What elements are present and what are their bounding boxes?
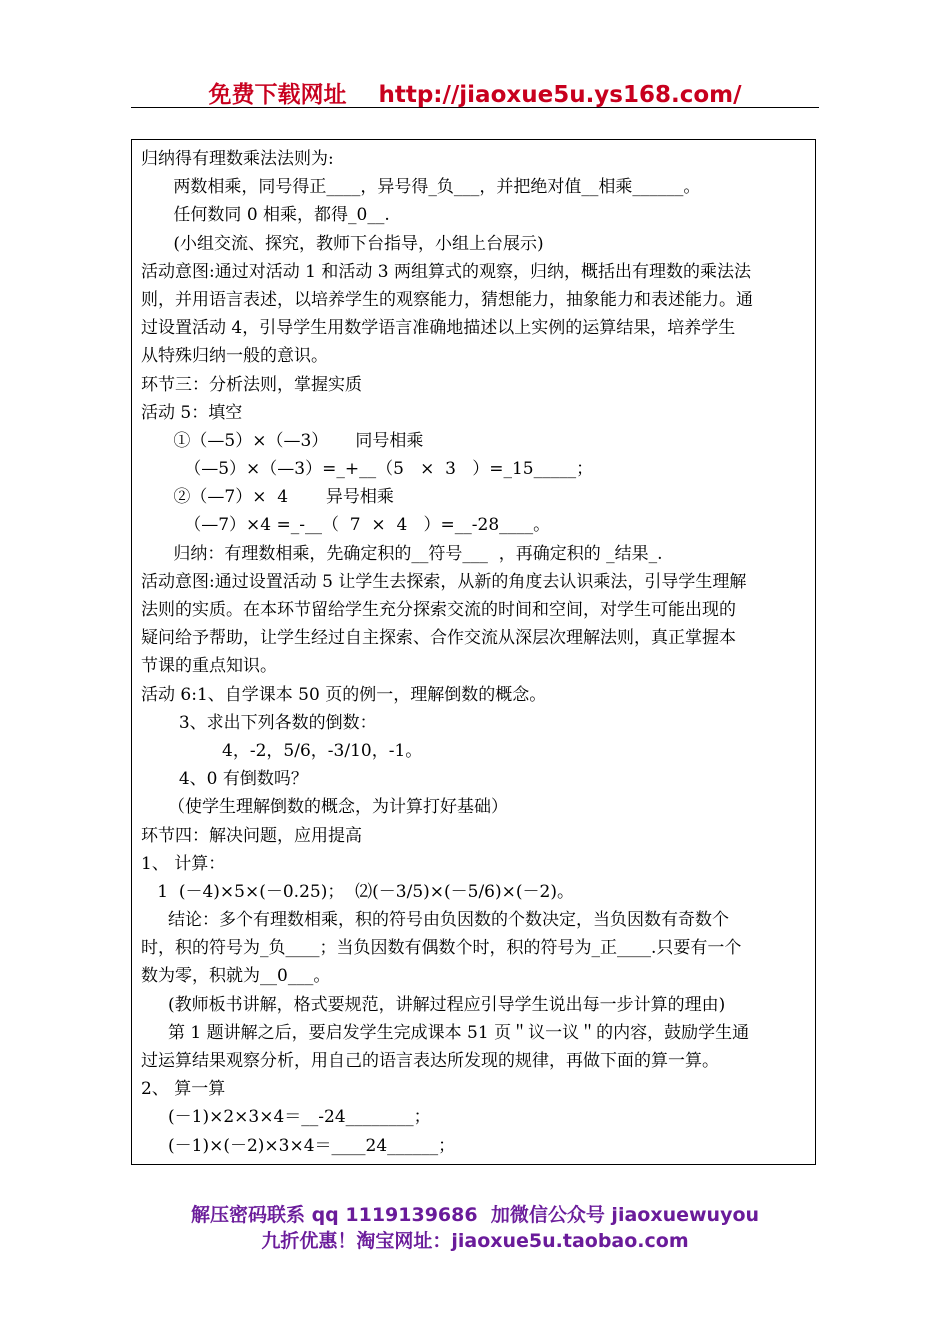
- text-line: 从特殊归纳一般的意识。: [141, 346, 328, 367]
- header-download-url: 免费下载网址 http://jiaoxue5u.ys168.com/: [208, 82, 742, 108]
- text-line: 活动意图:通过设置活动 5 让学生去探索，从新的角度去认识乘法，引导学生理解: [141, 571, 747, 592]
- text-line: 活动意图:通过对活动 1 和活动 3 两组算式的观察，归纳，概括出有理数的乘法法: [141, 261, 751, 282]
- text-line: （使学生理解倒数的概念，为计算打好基础）: [141, 797, 509, 818]
- text-line: 数为零，积就为__0___。: [141, 966, 331, 987]
- text-line: 疑问给予帮助，让学生经过自主探索、合作交流从深层次理解法则，真正掌握本: [141, 628, 736, 649]
- text-line: 过设置活动 4，引导学生用数学语言准确地描述以上实例的运算结果，培养学生: [141, 318, 736, 339]
- text-line: ①（—5）×（—3） 同号相乘: [141, 430, 424, 451]
- text-line: ②（—7）× 4 异号相乘: [141, 487, 394, 508]
- text-line: 1、 计算：: [141, 853, 226, 874]
- text-line: 2、 算一算: [141, 1079, 226, 1100]
- text-line: 归纳：有理数相乘，先确定积的__符号___ ，再确定积的 _结果_.: [141, 543, 663, 564]
- text-line: 活动 6:1、自学课本 50 页的例一，理解倒数的概念。: [141, 684, 547, 705]
- text-line: 时，积的符号为_负____；当负因数有偶数个时，积的符号为_正____.只要有一个: [141, 938, 742, 959]
- text-line: 环节四：解决问题，应用提高: [141, 825, 362, 846]
- text-line: 4，-2，5/6，-3/10，-1。: [141, 740, 423, 761]
- text-line: (小组交流、探究，教师下台指导，小组上台展示): [141, 233, 544, 254]
- text-line: 法则的实质。在本环节留给学生充分探索交流的时间和空间，对学生可能出现的: [141, 600, 736, 620]
- text-line: 环节三：分析法则，掌握实质: [141, 374, 362, 395]
- text-line: 3、求出下列各数的倒数：: [141, 712, 377, 733]
- text-line: 归纳得有理数乘法法则为:: [141, 149, 334, 169]
- text-line: 两数相乘，同号得正____，异号得_负___，并把绝对值__相乘______。: [141, 177, 701, 198]
- text-line: 4、0 有倒数吗？: [141, 769, 308, 790]
- text-line: 第 1 题讲解之后，要启发学生完成课本 51 页＂议一议＂的内容，鼓励学生通: [141, 1022, 750, 1043]
- content-lines: [141, 145, 809, 1160]
- text-line: (教师板书讲解，格式要规范，讲解过程应引导学生说出每一步计算的理由): [141, 994, 726, 1015]
- text-line: 结论：多个有理数相乘，积的符号由负因数的个数决定，当负因数有奇数个: [141, 910, 730, 931]
- text-line: 活动 5：填空: [141, 402, 243, 423]
- text-line: （—7）×4 =_-__（ 7 × 4 ）=__-28____。: [141, 515, 551, 536]
- text-line: （—5）×（—3）=_+__（5 × 3 ）=_15_____；: [141, 459, 594, 480]
- text-line: 节课的重点知识。: [141, 656, 277, 677]
- text-line: (－1)×2×3×4＝__-24________；: [141, 1107, 431, 1128]
- text-line: 任何数同 0 相乘，都得_0__.: [141, 205, 390, 226]
- text-line: 1 (－4)×5×(－0.25)； ⑵(－3/5)×(－5/6)×(－2)。: [141, 881, 574, 902]
- text-line: (－1)×(－2)×3×4＝____24______；: [141, 1135, 456, 1156]
- text-line: 过运算结果观察分析，用自己的语言表达所发现的规律，再做下面的算一算。: [141, 1051, 719, 1071]
- footer-shop-url: 九折优惠！淘宝网址：jiaoxue5u.taobao.com: [261, 1230, 689, 1252]
- header-rule: [131, 107, 819, 108]
- footer-contact: 解压密码联系 qq 1119139686 加微信公众号 jiaoxuewuyou: [190, 1204, 760, 1226]
- text-line: 则，并用语言表述，以培养学生的观察能力，猜想能力，抽象能力和表述能力。通: [141, 289, 753, 310]
